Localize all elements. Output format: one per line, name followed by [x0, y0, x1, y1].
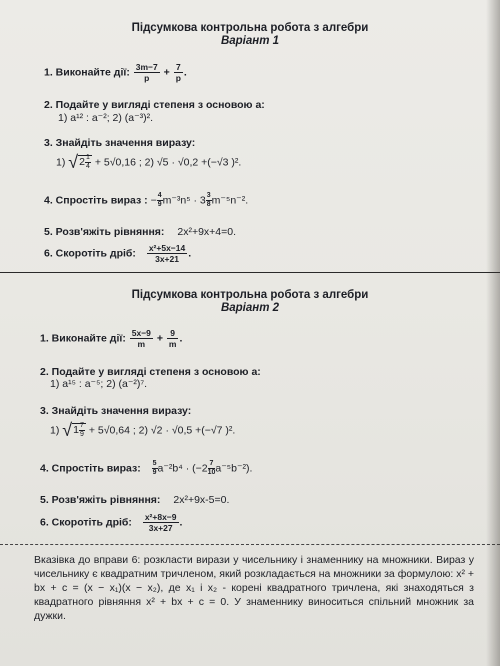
- v2-task6-fraction: $\frac{\text{x²+8x−9}}{3x+27}$: [144, 512, 177, 533]
- paper-edge-shadow: [486, 0, 500, 666]
- v1-task3-expr: 1) √2 $\frac{1}{4}$ + 5√0,16 ; 2) √5 · √0,2 +(−√3 )².: [56, 152, 242, 172]
- v1-task6: 6. Скоротіть дріб: $\frac{\text{x²+5x−14}}{3x+21}$ .: [44, 243, 192, 264]
- v2-task2-label: 2. Подайте у вигляді степеня з основою a:: [40, 366, 261, 378]
- v1-task2-items: 1) a¹² : a⁻²; 2) (a⁻³)².: [58, 112, 154, 124]
- v2-task4-label: 4. Спростіть вираз:: [40, 462, 141, 475]
- v2-task6: 6. Скоротіть дріб: $\frac{\text{x²+8x−9}}{3x+27}$ .: [40, 512, 183, 533]
- variant1-heading: [0, 22, 500, 48]
- v1-task4-label: 4. Спростіть вираз :: [44, 194, 148, 207]
- hint-note: Вказівка до вправи 6: розкласти вирази у чисельнику і знаменнику на множники. Вираз у чисельнику є квадратним тричленом, який розкладається на множники за формулою: x² + bx + c = (x − x₁)(x − x₂), де x₁ і x₂ - корені квадратного тричлена, які знаходяться з квадратного рівняння x² + bx + c = 0. У знаменнику виноситься спільний множник за дужки.: [34, 554, 474, 622]
- variant2-title: Підсумкова контрольна робота з алгебри: [131, 289, 369, 301]
- v2-task2-items: 1) a¹⁵ : a⁻⁵; 2) (a⁻²)⁷.: [50, 378, 148, 390]
- v2-task3-expr: 1) √1 $\frac{7}{9}$ + 5√0,64 ; 2) √2 · √0,5 +(−√7 )².: [50, 420, 236, 440]
- v1-task3-label: 3. Знайдіть значення виразу:: [44, 137, 196, 149]
- v2-task4: 4. Спростіть вираз: $\frac{5}{9}$ a⁻²b⁴ · (−2 $\frac{7}{10}$ a⁻⁵b⁻²).: [40, 460, 253, 476]
- v2-task5: 5. Розв'яжіть рівняння: 2x²+9x-5=0.: [40, 494, 230, 506]
- variant2-label: Варіант 2: [220, 302, 280, 314]
- variant1-title: Підсумкова контрольна робота з алгебри: [131, 22, 369, 34]
- v2-task3-label: 3. Знайдіть значення виразу:: [40, 405, 192, 417]
- variant1-label: Варіант 1: [220, 35, 280, 47]
- variant2-heading: [0, 289, 500, 315]
- v2-task1: 1. Виконайте дії: $\frac{5x-9}{m}$ + $\frac{9}{m}$ .: [40, 328, 183, 349]
- v2-task1-fraction1: $\frac{5x-9}{m}$: [131, 328, 151, 349]
- v1-task6-fraction: $\frac{\text{x²+5x−14}}{3x+21}$: [148, 243, 186, 264]
- v1-task4: 4. Спростіть вираз : − $\frac{4}{9}$ m⁻³n⁵ · 3 $\frac{3}{8}$ m⁻⁵n⁻².: [44, 192, 249, 208]
- v2-task1-label: 1. Виконайте дії:: [40, 332, 126, 345]
- v1-task5: 5. Розв'яжіть рівняння: 2x²+9x+4=0.: [44, 226, 237, 238]
- section-divider-2: [0, 544, 500, 546]
- v2-task1-fraction2: $\frac{9}{m}$: [168, 328, 177, 349]
- v1-task1-fraction1: $\frac{3m-7}{p}$: [135, 62, 158, 83]
- v1-task1-label: 1. Виконайте дії:: [44, 66, 130, 79]
- v1-task1: 1. Виконайте дії: $\frac{3m-7}{p}$ + $\frac{7}{p}$ .: [44, 62, 187, 83]
- section-divider-1: [0, 272, 500, 273]
- v1-task1-fraction2: $\frac{7}{p}$: [175, 62, 181, 83]
- v1-task2-label: 2. Подайте у вигляді степеня з основою a:: [44, 99, 265, 111]
